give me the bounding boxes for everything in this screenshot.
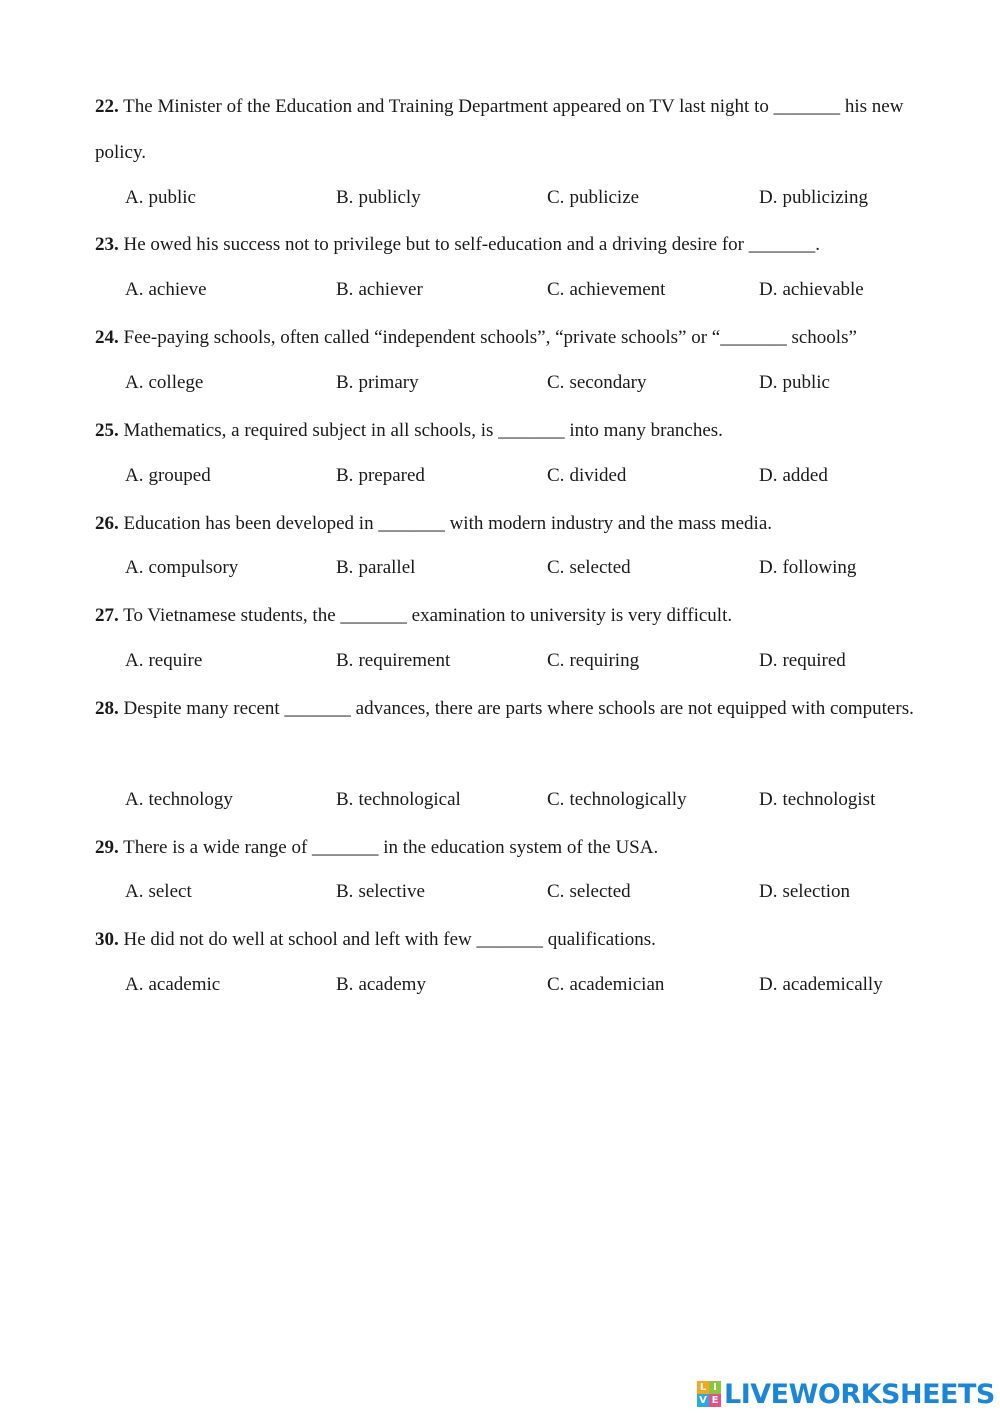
question-number: 22. [95,96,119,117]
options-22 [125,187,945,217]
option-b[interactable] [336,974,426,996]
options-23 [125,279,945,309]
question-text: Fee-paying schools, often called “independent schools”, “private schools” or “_______ schools” [123,327,857,348]
option-letter: C. [547,974,565,995]
option-d[interactable] [759,557,856,579]
logo-tile-i: I [709,1381,721,1394]
option-letter: C. [547,650,565,671]
question-text: The Minister of the Education and Training Department appeared on TV last night to _______ his new policy. [95,96,904,163]
options-24 [125,372,945,402]
option-letter: B. [336,557,354,578]
option-letter: C. [547,465,565,486]
option-b[interactable] [336,557,415,579]
option-letter: C. [547,881,565,902]
option-letter: C. [547,279,565,300]
option-text: college [148,372,204,393]
option-letter: D. [759,557,778,578]
question-text: Despite many recent _______ advances, there are parts where schools are not equipped with computers. [123,698,914,719]
option-letter: B. [336,187,354,208]
options-30 [125,974,945,1004]
option-text: grouped [148,465,211,486]
question-text: There is a wide range of _______ in the education system of the USA. [123,837,659,858]
question-22 [95,84,925,176]
question-number: 28. [95,698,119,719]
question-27 [95,593,925,639]
option-text: publicly [358,187,421,208]
question-26 [95,501,925,547]
question-number: 30. [95,929,119,950]
option-letter: A. [125,279,144,300]
option-text: compulsory [148,557,239,578]
options-29 [125,881,945,911]
option-a[interactable] [125,974,220,996]
option-text: academic [148,974,221,995]
option-letter: A. [125,372,144,393]
option-text: achieve [148,279,207,300]
option-a[interactable] [125,187,196,209]
option-text: requirement [358,650,451,671]
option-c[interactable] [547,650,639,672]
options-27 [125,650,945,680]
option-b[interactable] [336,650,450,672]
question-30 [95,917,925,963]
option-text: following [782,557,857,578]
logo-tile-l: L [697,1381,709,1394]
option-text: achievable [782,279,864,300]
logo-tile-v: V [697,1394,709,1407]
question-text: Education has been developed in _______ with modern industry and the mass media. [123,513,772,534]
option-text: public [782,372,830,393]
option-b[interactable] [336,881,425,903]
question-29 [95,825,925,871]
option-b[interactable] [336,789,461,811]
option-text: divided [569,465,627,486]
option-text: requiring [569,650,640,671]
option-c[interactable] [547,372,646,394]
option-text: technologically [569,789,687,810]
option-letter: D. [759,650,778,671]
option-letter: A. [125,789,144,810]
question-28 [95,686,925,732]
option-text: academically [782,974,883,995]
question-number: 23. [95,234,119,255]
option-letter: A. [125,974,144,995]
option-c[interactable] [547,789,687,811]
option-text: publicizing [782,187,868,208]
option-letter: D. [759,279,778,300]
question-number: 25. [95,420,119,441]
option-letter: D. [759,465,778,486]
option-text: achievement [569,279,666,300]
option-letter: D. [759,789,778,810]
option-text: selected [569,557,631,578]
question-24 [95,315,925,361]
options-25 [125,465,945,495]
option-text: select [148,881,192,902]
option-letter: B. [336,974,354,995]
question-number: 26. [95,513,119,534]
option-text: parallel [358,557,416,578]
option-a[interactable] [125,465,211,487]
option-letter: C. [547,789,565,810]
option-b[interactable] [336,465,425,487]
option-text: selection [782,881,851,902]
option-d[interactable] [759,974,883,996]
option-a[interactable] [125,372,203,394]
option-text: primary [358,372,419,393]
option-text: selected [569,881,631,902]
option-a[interactable] [125,789,233,811]
option-d[interactable] [759,650,846,672]
option-letter: A. [125,881,144,902]
option-letter: B. [336,881,354,902]
option-letter: C. [547,187,565,208]
option-letter: D. [759,881,778,902]
option-text: academician [569,974,665,995]
question-number: 27. [95,605,119,626]
question-text: To Vietnamese students, the _______ examination to university is very difficult. [123,605,733,626]
liveworksheets-logo-icon [697,1381,721,1407]
option-text: public [148,187,196,208]
option-text: technologist [782,789,876,810]
option-c[interactable] [547,557,631,579]
question-25 [95,408,925,454]
option-letter: B. [336,465,354,486]
option-text: require [148,650,203,671]
option-letter: C. [547,557,565,578]
option-a[interactable] [125,557,238,579]
option-text: academy [358,974,426,995]
option-a[interactable] [125,279,207,301]
question-23 [95,222,925,268]
question-number: 24. [95,327,119,348]
option-text: publicize [569,187,640,208]
option-b[interactable] [336,187,421,209]
option-a[interactable] [125,881,192,903]
option-c[interactable] [547,881,631,903]
option-b[interactable] [336,279,423,301]
option-d[interactable] [759,789,875,811]
option-text: added [782,465,828,486]
options-26 [125,557,945,587]
option-letter: B. [336,789,354,810]
option-c[interactable] [547,279,665,301]
option-c[interactable] [547,187,639,209]
option-c[interactable] [547,974,664,996]
option-text: secondary [569,372,647,393]
question-text: Mathematics, a required subject in all schools, is _______ into many branches. [123,420,723,441]
option-letter: D. [759,187,778,208]
option-c[interactable] [547,465,626,487]
question-number: 29. [95,837,119,858]
option-letter: A. [125,187,144,208]
options-28 [125,789,945,819]
logo-tile-e: E [709,1394,721,1407]
option-d[interactable] [759,465,828,487]
option-text: technological [358,789,461,810]
option-d[interactable] [759,187,868,209]
option-d[interactable] [759,279,864,301]
option-letter: D. [759,372,778,393]
option-letter: A. [125,650,144,671]
option-letter: B. [336,372,354,393]
liveworksheets-logo[interactable] [697,1377,995,1411]
option-letter: A. [125,465,144,486]
option-d[interactable] [759,372,830,394]
option-letter: D. [759,974,778,995]
option-letter: A. [125,557,144,578]
option-text: achiever [358,279,423,300]
option-letter: B. [336,279,354,300]
option-d[interactable] [759,881,850,903]
option-text: prepared [358,465,425,486]
option-b[interactable] [336,372,419,394]
option-text: technology [148,789,233,810]
question-text: He did not do well at school and left with few _______ qualifications. [123,929,656,950]
option-letter: B. [336,650,354,671]
option-text: selective [358,881,425,902]
option-a[interactable] [125,650,202,672]
option-text: required [782,650,846,671]
question-text: He owed his success not to privilege but to self-education and a driving desire for _______. [123,234,820,255]
liveworksheets-logo-text: LIVEWORKSHEETS [724,1378,995,1410]
option-letter: C. [547,372,565,393]
